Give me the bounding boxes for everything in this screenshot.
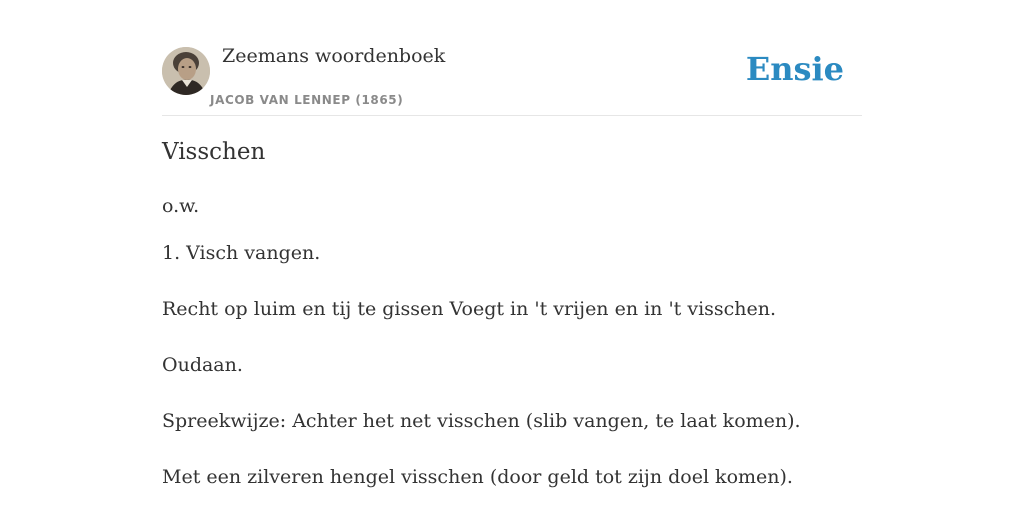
entry-definition-line: Recht op luim en tij te gissen Voegt in 't vrijen en in 't visschen. [162,298,777,320]
author-avatar[interactable] [162,47,210,95]
page-content [162,0,862,488]
entry-word-class: o.w. [162,195,200,217]
author-portrait-icon [162,47,210,95]
dictionary-title-link[interactable]: Zeemans woordenboek [222,45,446,67]
entry-definition-line: Oudaan. [162,354,243,376]
entry-definition-line: 1. Visch vangen. [162,242,321,264]
entry-headword: Visschen [162,139,266,165]
dictionary-author: JACOB VAN LENNEP (1865) [210,93,404,107]
dictionary-header [162,0,862,116]
entry-definition-line: Spreekwijze: Achter het net visschen (slib vangen, te laat komen). [162,410,801,432]
entry-definition-line: Met een zilveren hengel visschen (door geld tot zijn doel komen). [162,466,793,488]
ensie-logo[interactable]: Ensie [745,50,844,88]
